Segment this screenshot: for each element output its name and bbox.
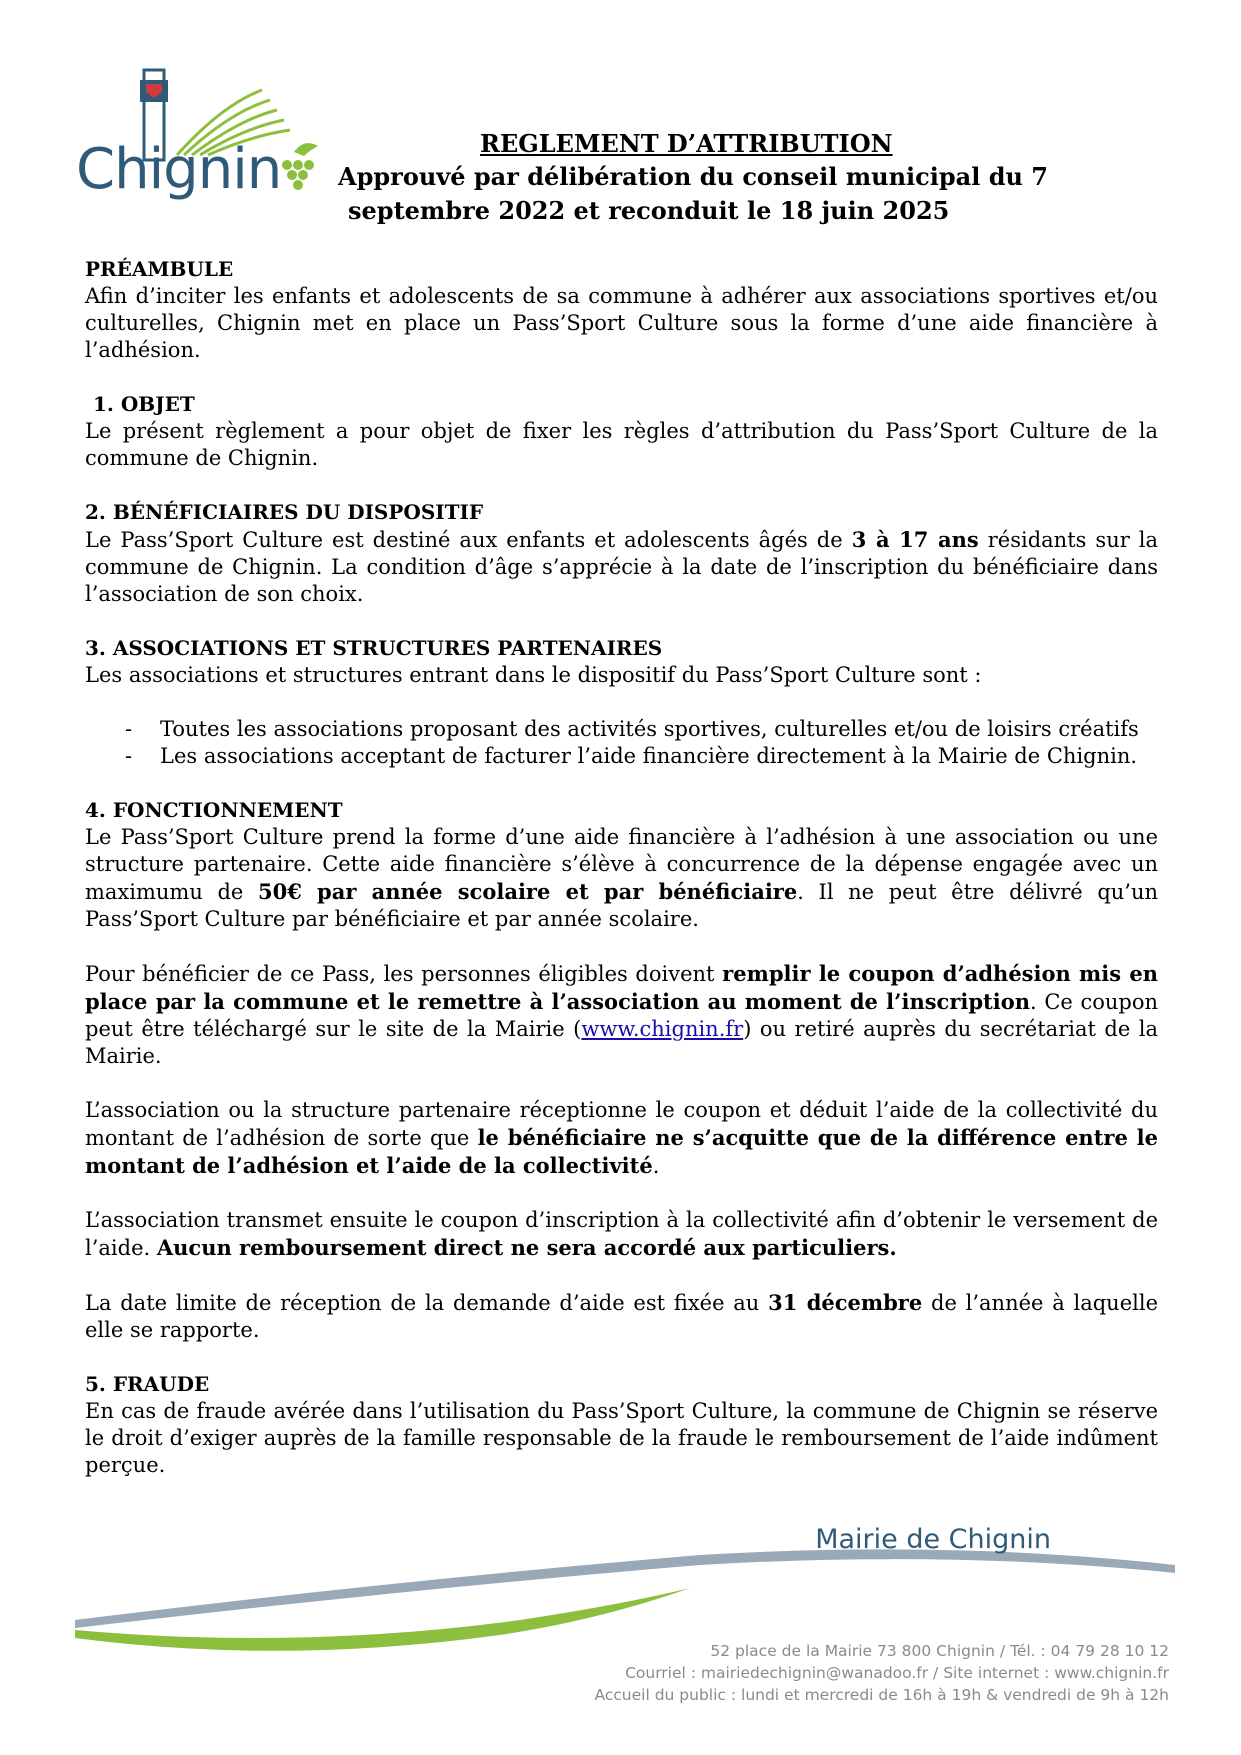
chignin-website-link[interactable]: www.chignin.fr: [581, 1017, 744, 1041]
fonctionnement-p2: Pour bénéficier de ce Pass, les personnes éligibles doivent remplir le coupon d’adhésion mis en place par la commune et le remettre à l’association au moment de l’inscription. Ce coupon peut être téléchargé sur le site de la Mairie (www.chignin.fr) ou retiré auprès du secrétariat de la Mairie.: [85, 961, 1159, 1068]
heading-preambule: PRÉAMBULE: [85, 257, 234, 281]
associations-intro: Les associations et structures entrant dans le dispositif du Pass’Sport Culture sont :: [85, 663, 982, 687]
fonctionnement-p5: La date limite de réception de la demande d’aide est fixée au 31 décembre de l’année à laquelle elle se rapporte.: [85, 1290, 1159, 1342]
footer-address: [469, 1640, 1169, 1706]
list-item: - Toutes les associations proposant des activités sportives, culturelles et/ou de loisirs créatifs: [85, 716, 1158, 743]
footer-mairie-name: Mairie de Chignin: [815, 1524, 1051, 1555]
heading-fonctionnement: 4. FONCTIONNEMENT: [85, 798, 343, 822]
fonctionnement-p1: Le Pass’Sport Culture prend la forme d’une aide financière à l’adhésion à une association ou une structure partenaire. Cette aide financière s’élève à concurrence de la dépense engagée avec un maximumu de 50€ par année scolaire et par bénéficiaire. Il ne peut être délivré qu’un Pass’Sport Culture par bénéficiaire et par année scolaire.: [85, 825, 1159, 931]
associations-list: [85, 716, 1158, 770]
document-title: REGLEMENT D’ATTRIBUTION: [480, 129, 893, 158]
document-subtitle-line2: septembre 2022 et reconduit le 18 juin 2025: [348, 196, 950, 225]
objet-text: Le présent règlement a pour objet de fixer les règles d’attribution du Pass’Sport Culture de la commune de Chignin.: [85, 419, 1158, 470]
footer-address-line: 52 place de la Mairie 73 800 Chignin / Tél. : 04 79 28 10 12: [710, 1642, 1169, 1660]
logo-wordmark: Chignin: [76, 137, 282, 202]
beneficiaires-text: Le Pass’Sport Culture est destiné aux enfants et adolescents âgés de 3 à 17 ans résidants sur la commune de Chignin. La condition d’âge s’apprécie à la date de l’inscription du bénéficiaire dans l’association de son choix.: [85, 527, 1159, 606]
document-body: [85, 256, 1158, 1479]
fraude-text: En cas de fraude avérée dans l’utilisation du Pass’Sport Culture, la commune de Chignin se réserve le droit d’exiger auprès de la famille responsable de la fraude le remboursement de l’aide indûment perçue.: [85, 1399, 1158, 1477]
footer-contact-line: Courriel : mairiedechignin@wanadoo.fr / Site internet : www.chignin.fr: [625, 1664, 1169, 1682]
heading-beneficiaires: 2. BÉNÉFICIAIRES DU DISPOSITIF: [85, 500, 484, 524]
preambule-text: Afin d’inciter les enfants et adolescents de sa commune à adhérer aux associations sportives et/ou culturelles, Chignin met en place un Pass’Sport Culture sous la forme d’une aide financière à l’adhésion.: [85, 284, 1158, 362]
document-subtitle-line1: Approuvé par délibération du conseil municipal du 7: [338, 162, 1048, 191]
heading-associations: 3. ASSOCIATIONS ET STRUCTURES PARTENAIRES: [85, 636, 663, 660]
fonctionnement-p3: L’association ou la structure partenaire réceptionne le coupon et déduit l’aide de la collectivité du montant de l’adhésion de sorte que le bénéficiaire ne s’acquitte que de la différence entre le montant de l’adhésion et l’aide de la collectivité.: [85, 1098, 1158, 1178]
fonctionnement-p4: L’association transmet ensuite le coupon d’inscription à la collectivité afin d’obtenir le versement de l’aide. Aucun remboursement direct ne sera accordé aux particuliers.: [85, 1208, 1158, 1260]
heading-fraude: 5. FRAUDE: [85, 1372, 210, 1396]
document-header: [330, 128, 1150, 228]
heading-objet: 1. OBJET: [93, 392, 195, 416]
footer-swoosh: [0, 1470, 1241, 1755]
list-item: - Les associations acceptant de facturer l’aide financière directement à la Mairie de Chignin.: [85, 743, 1158, 770]
footer-hours-line: Accueil du public : lundi et mercredi de 16h à 19h & vendredi de 9h à 12h: [594, 1686, 1169, 1704]
